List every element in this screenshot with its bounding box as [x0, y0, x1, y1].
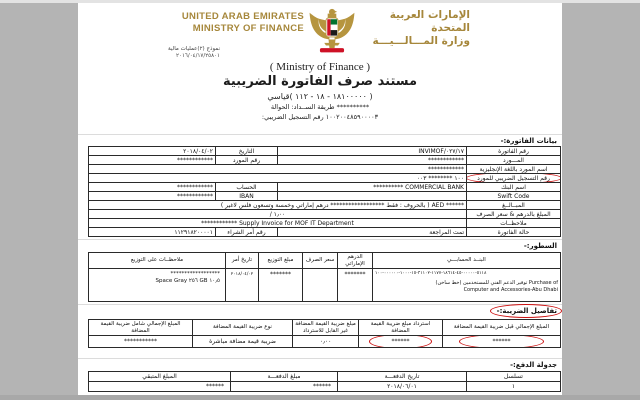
- trn-value: ١٠٠٢٠٠٤٨٥٩٠٠٠٠٣: [325, 113, 379, 121]
- table-row: [89, 147, 561, 156]
- tax-details-title-wrap: [497, 307, 557, 315]
- table-row: [89, 174, 561, 183]
- payment-method-label: طريقة الســداد: الحوالة: [270, 103, 335, 111]
- tax-details-title-text: تفاصيل الضريبة:-: [496, 307, 557, 315]
- ministry-name-arabic: [352, 9, 470, 48]
- table-header-row: [89, 372, 561, 382]
- supplier-number-value: ************: [89, 156, 216, 165]
- amount-label: المبــالــغ: [467, 201, 561, 210]
- bottom-border-strip: [0, 395, 640, 400]
- ministry-ar-line2: وزارة المـــالـــيـــة: [372, 35, 470, 47]
- uae-falcon-emblem-icon: [306, 5, 358, 55]
- total-before-vat-header: المبلغ الإجمالي قبل ضريبة القيمة المضافة: [443, 320, 561, 336]
- account-item-code: ٥١١٨-٠٠٠٠٠-٤٥-١٨٦١٤-١١٧٧-٣١١٠٢-١٥-١٠٠٠-٠٠٠٠٠٠-١٠٠: [375, 271, 487, 276]
- order-date-cell: ٢٠١٨/٠٤/٠٢: [226, 269, 259, 302]
- exchange-rate-cell: [303, 269, 338, 302]
- bank-name-label: اسم البنك: [467, 183, 561, 192]
- document-title-block: [78, 61, 562, 121]
- account-item-cell: [373, 269, 561, 302]
- section-divider: [78, 304, 562, 305]
- table-row: [89, 336, 561, 348]
- notes-value: ************ Supply Invoice for MOF IT Department: [89, 219, 467, 228]
- iban-label: IBAN: [216, 192, 278, 201]
- section-divider: [78, 358, 562, 359]
- total-before-vat-value-text: ******: [492, 338, 511, 345]
- vat-nonrefundable-value: ٠٫٠٠: [293, 336, 359, 348]
- supplier-name-en-label: اسم المورد باللغة الإنجليزية: [467, 165, 561, 174]
- amount-value: ****** AED ( بالحروف : فقط ****************** درهم إماراتي وخمسة وتسعون فلس لاغير ): [89, 201, 467, 210]
- invoice-data-table: [88, 146, 561, 237]
- ministry-en-line1: UNITED ARAB EMIRATES: [181, 11, 304, 22]
- section-title-tax-details: [78, 307, 560, 315]
- swift-code-value: [278, 192, 467, 201]
- amount-fx-label: المبلغ بالدرهم & سعر الصرف: [467, 210, 561, 219]
- form-meta-number: ٢٠١٦/٠٤/١٧/٢٥٨٠١: [176, 53, 220, 59]
- table-row: [89, 201, 561, 210]
- distribution-notes-cell: [89, 269, 226, 302]
- swift-code-label: Swift Code: [467, 192, 561, 201]
- table-row: [89, 228, 561, 237]
- payment-date-header: تاريخ الدفعـــة: [338, 372, 467, 382]
- standard-numbers: ( ١٨١٠٠٠٠٠ - ١٨ - ١١٢ ): [289, 92, 373, 101]
- total-before-vat-value: [443, 336, 561, 348]
- supplier-label: المـــورد: [467, 156, 561, 165]
- section-title-payment-schedule: جدولة الدفع:-: [510, 361, 557, 369]
- uae-dirham-cell: *******: [338, 269, 373, 302]
- iban-value: ************: [89, 192, 216, 201]
- distribution-notes-header: ملاحظــات على التوزيع: [89, 253, 226, 269]
- remaining-amount-value: ******: [89, 382, 231, 392]
- table-row: [89, 382, 561, 392]
- table-row: [89, 165, 561, 174]
- notes-label: ملاحظــات: [467, 219, 561, 228]
- payment-date-value: ٢٠١٨/٠٦/٠١: [338, 382, 467, 392]
- section-title-lines: السطور:-: [523, 242, 557, 250]
- section-divider: [78, 134, 562, 135]
- account-item-desc-ar: توفير الدعم الفني للمستخدمين (خط ساخن) Purchase of: [435, 280, 558, 286]
- payment-amount-value: ******: [231, 382, 338, 392]
- supplier-trn-value: ١٠٠ ******** ٠٠٣: [89, 174, 467, 183]
- account-item-desc-en: Computer and Accessories-Abu Dhabi: [463, 286, 558, 293]
- invoice-date-label: التاريخ: [216, 147, 278, 156]
- supplier-value: ************: [278, 156, 467, 165]
- purchase-order-label: رقم أمر الشراء: [216, 228, 278, 237]
- table-row: [89, 210, 561, 219]
- sequence-header: تسلسل: [467, 372, 561, 382]
- standard-word: قياسي: [267, 92, 290, 101]
- supplier-name-en-value: ************: [89, 165, 467, 174]
- tax-details-table: [88, 319, 561, 348]
- account-label: الحساب: [216, 183, 278, 192]
- section-divider: [78, 239, 562, 240]
- vat-type-value: ضريبة قيمة مضافة مباشرة: [193, 336, 293, 348]
- payment-method-value: **********: [336, 103, 370, 111]
- vat-refund-value-text: ******: [391, 338, 410, 345]
- purchase-order-value: ١١٢٩١٨٢٠٠٠٠١: [89, 228, 216, 237]
- form-meta-type: نموذج (٢)عمليات مالية: [167, 46, 220, 52]
- ministry-ar-line1: الإمارات العربية المتحدة: [389, 9, 470, 34]
- table-row: [89, 192, 561, 201]
- ministry-en-line2: MINISTRY OF FINANCE: [192, 23, 304, 34]
- title-arabic: مستند صرف الفاتورة الضريبية: [222, 74, 418, 89]
- account-item-header: البنــد الحسابـــي: [373, 253, 561, 269]
- vat-refund-value: [359, 336, 443, 348]
- distribution-amount-cell: *******: [259, 269, 303, 302]
- amount-fx-value: / ١٫٠٠: [89, 210, 467, 219]
- supplier-trn-label: [467, 174, 561, 183]
- invoice-number-label: رقم الفاتورة: [467, 147, 561, 156]
- account-value: ************: [89, 183, 216, 192]
- invoice-date-value: ٢٠١٨/٠٤/٠٢: [89, 147, 216, 156]
- payment-method-line: [78, 103, 562, 111]
- document-page: [78, 3, 562, 395]
- section-title-invoice-data: بيانات الفاتورة:-: [500, 137, 557, 145]
- table-row: [89, 183, 561, 192]
- title-standard-line: [78, 92, 562, 101]
- table-row: [89, 269, 561, 302]
- vat-type-header: نوع ضريبة القيمة المضافة: [193, 320, 293, 336]
- table-header-row: [89, 253, 561, 269]
- trn-label: رقم التسجيل الضريبي:: [261, 113, 324, 121]
- bank-name-value: ********** COMMERCIAL BANK: [278, 183, 467, 192]
- order-date-header: تاريخ أمر: [226, 253, 259, 269]
- total-incl-vat-value: ***********: [89, 336, 193, 348]
- form-meta: [150, 46, 220, 60]
- invoice-number-value: INVIMOF/٠٢٧/١٧: [278, 147, 467, 156]
- uae-dirham-header: الدرهم الإماراتي: [338, 253, 373, 269]
- table-header-row: [89, 320, 561, 336]
- distribution-notes-text: Space Gray ٢٥٦ GB ١٠٫٥: [155, 278, 220, 284]
- vat-nonrefundable-header: مبلغ ضريبة القيمة المضافة غير القابل للاسترداد: [293, 320, 359, 336]
- sequence-value: ١: [467, 382, 561, 392]
- table-row: [89, 156, 561, 165]
- distribution-amount-header: مبلغ التوزيع: [259, 253, 303, 269]
- trn-line: [78, 113, 562, 121]
- vat-refund-header: استرداد مبلغ ضريبة القيمة المضافة: [359, 320, 443, 336]
- payment-schedule-table: [88, 371, 561, 392]
- remaining-amount-header: المبلغ المتبقي: [89, 372, 231, 382]
- lines-table: [88, 252, 561, 302]
- exchange-rate-header: سعر الصرف: [303, 253, 338, 269]
- total-incl-vat-header: المبلغ الإجمالي شامل ضريبة القيمة المضافة: [89, 320, 193, 336]
- ministry-name-english: [150, 11, 304, 35]
- payment-amount-header: مبلغ الدفعـــة: [231, 372, 338, 382]
- table-row: [89, 219, 561, 228]
- invoice-status-label: حالة الفاتورة: [467, 228, 561, 237]
- title-english: ( Ministry of Finance ): [269, 61, 371, 73]
- distribution-notes-masked: ******************: [170, 271, 220, 277]
- invoice-status-value: تمت المراجعة: [278, 228, 467, 237]
- supplier-trn-label-text: رقم التسجيل الضريبي للمورد: [477, 174, 550, 182]
- supplier-number-label: رقم المورد: [216, 156, 278, 165]
